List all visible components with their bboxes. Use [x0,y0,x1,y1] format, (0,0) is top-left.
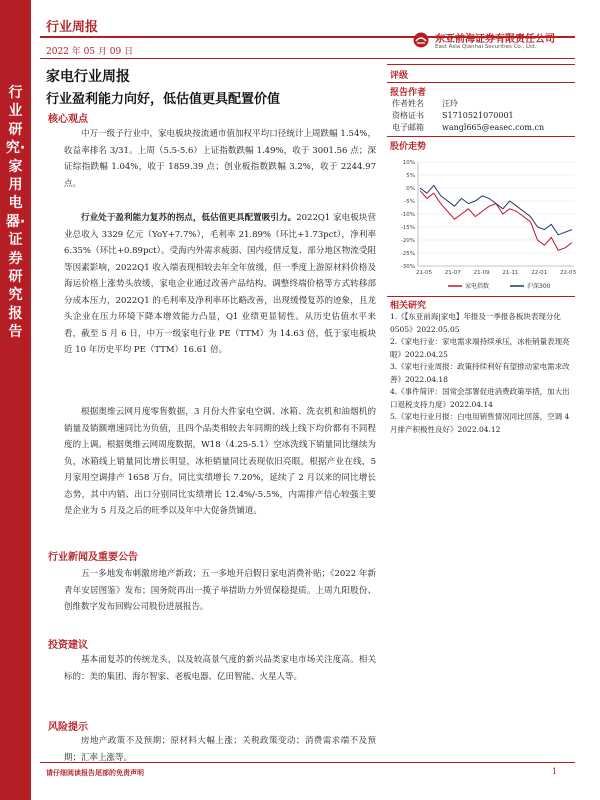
right-rule-2 [387,136,575,137]
analyst-heading: 报告作者 [390,88,427,98]
chart-y-tick-label: -20% [400,238,415,244]
analyst-name-row [392,98,458,109]
right-top-rule [387,64,575,65]
chart-x-tick-label: 22-03 [560,270,576,276]
report-category: 行业周报 [46,20,99,35]
core-paragraph-2 [64,210,376,359]
analyst-email[interactable]: wangl665@easec.com.cn [442,123,545,132]
advice-paragraph: 基本面复苏的传统龙头，以及较高景气度的新兴品类家电市场关注度高。相关标的：美的集团、海尔智家、老板电器、亿田智能、火星人等。 [64,655,376,682]
report-title: 家电行业周报 [46,69,130,85]
right-rule-3 [387,296,575,297]
logo-cn: 东亚前海证券有限责任公司 [435,34,555,45]
related-item-5[interactable]: 5.《家电行业月报：白电用销售情况同比回落，空调 4 月排产积极性良好》2022.04.12 [390,412,570,434]
sidebar [0,0,31,800]
chart-x-tick-label: 21-07 [444,270,461,276]
footer-rule [40,762,575,763]
trend-heading: 股价走势 [390,142,427,152]
risk-paragraph: 房地产政策不及预期；原材料大幅上涨；关税政策变动；消费需求端不及预期；汇率上涨等。 [64,736,376,763]
right-rule-1 [387,82,575,83]
analyst-cert-row [392,110,514,121]
chart-y-tick-label: -25% [400,251,415,257]
chart-x-tick-label: 21-09 [473,270,490,276]
chart-series-line-2 [420,185,572,234]
chart-y-tick-label: -30% [400,264,415,270]
chart-y-tick-label: -15% [400,225,415,231]
related-item-4[interactable]: 4.《事件简评：国常会部署促进消费政策举措，加大出口退税支持力度》2022.04.14 [390,387,570,409]
chart-x-tick-label: 22-01 [531,270,548,276]
chart-x-tick-label: 21-11 [502,270,519,276]
analyst-email-key: 电子邮箱 [392,123,424,132]
chart-y-tick-label: 5% [406,173,415,179]
header-rule-2 [40,58,575,59]
company-logo [413,30,575,56]
chart-y-tick-label: 10% [402,160,415,166]
rating-label: 评级 [390,71,409,81]
chart-legend-label-2: 沪深300 [527,283,551,290]
related-item-3[interactable]: 3.《家电行业周报：政策持续利好有望推动家电需求改善》2022.04.18 [390,362,570,384]
analyst-name: 汪玲 [442,99,458,108]
report-date: 2022 年 05 月 09 日 [46,47,134,57]
chart-y-tick-label: -5% [404,199,415,205]
related-heading: 相关研究 [390,301,427,311]
chart-y-tick-label: 0% [406,186,415,192]
footer-disclaimer[interactable]: 请仔细阅读报告尾部的免责声明 [46,768,144,777]
stock-trend-chart [390,156,576,294]
related-item-2[interactable]: 2.《家电行业：家电需求端持续承压，冰柜销量表现亮眼》2022.04.25 [390,337,570,359]
chart-series-line-1 [420,191,572,251]
news-paragraph: 五一多地发布刺激房地产新政；五一多地开启假日家电消费补贴；《2022 年新青年安居图鉴》发布；国务院再出一揽子举措助力外贸保稳提质。上周九阳股份、创维数字发布回购公司股份进展报告。 [64,569,376,612]
analyst-name-key: 作者姓名 [392,99,424,108]
sidebar-text: 行业研究·家用电器·证券研究报告 [5,85,26,341]
analyst-email-row[interactable] [392,122,544,133]
page-number: 1 [552,767,558,776]
analyst-cert: S1710521070001 [442,111,514,120]
section-news-title: 行业新闻及重要公告 [48,552,138,563]
core-paragraph-2-lead: 行业处于盈利能力复苏的拐点，低估值更具配置吸引力。 [81,213,297,223]
analyst-cert-key: 资格证书 [392,111,424,120]
section-risk-title: 风险提示 [48,722,88,733]
related-item-1[interactable]: 1.《【东亚前海|家电】年报及一季报各板块表现分化 0505》2022.05.05 [390,312,561,334]
chart-y-tick-label: -10% [400,212,415,218]
core-paragraph-3: 根据奥维云网月度零售数据，3 月份大件家电空调、冰箱、洗衣机和油烟机的销量及销额增速同比为负值，且四个品类相较去年同期的线上线下均价都有不同程度的上调。根据奥维云网周度数据，W18（4.25-5.1）空冰洗线下销量同比继续为负，冰箱线上销量同比增长明显，冰柜销量同比表现依旧亮眼。根据产业在线，5 月家用空调排产 1658 万台，同比实绩增长 7.20%，延续了 2 月以来的同比增长态势，其中内销、出口分别同比实绩增长 12.4%/-5.5%，内需排产信心较强主要是企业为 5 月及之后的旺季以及年中大促备货铺道。 [64,407,376,516]
chart-legend-label-1: 家电指数 [465,283,490,290]
chart-x-tick-label: 21-05 [416,270,432,276]
report-subtitle: 行业盈利能力向好，低估值更具配置价值 [46,92,281,107]
section-advice-title: 投资建议 [48,640,88,651]
core-paragraph-2-body: 2022Q1 家电板块营业总收入 3329 亿元（YoY+7.7%），毛利率 21.89%（环比+1.73pct），净利率 6.35%（环比+0.89pct）。受海内外需求疲弱、国内疫情反复、部分地区物流受阻等因素影响，2022Q1 收入端表现相较去年全年放缓，但一季度上游原材料价格及海运价格上涨势头放缓，家电企业通过改善产品结构、调整终端价格等方式转移部分成本压力，2022Q1 的毛利率及净利率环比略改善，出现缓慢复苏的迹象，且龙头企业在压力环境下降本增效能力凸显，Q1 业绩更显韧性。从历史估值水平来看，截至 5 月 6 日，中万一级家电行业 PE（TTM）为 14.63 倍，低于家电板块近 10 年历史平均 PE（TTM）16.61 倍。 [64,213,376,355]
core-paragraph-1: 中万一级子行业中，家电板块按流通市值加权平均口径统计上周跌幅 1.54%，收益率排名 3/31。上周（5.5-5.6）上证指数跌幅 1.49%，收于 3001.56 点；深证综指跌幅 1.04%，收于 1859.39 点；创业板指数跌幅 3.2%，收于 2244.97 点。 [64,129,376,189]
logo-en: East Asia Qianhai Securities Co., Ltd. [435,44,537,50]
section-core-title: 核心观点 [48,114,88,125]
logo-mark-icon [413,32,429,48]
